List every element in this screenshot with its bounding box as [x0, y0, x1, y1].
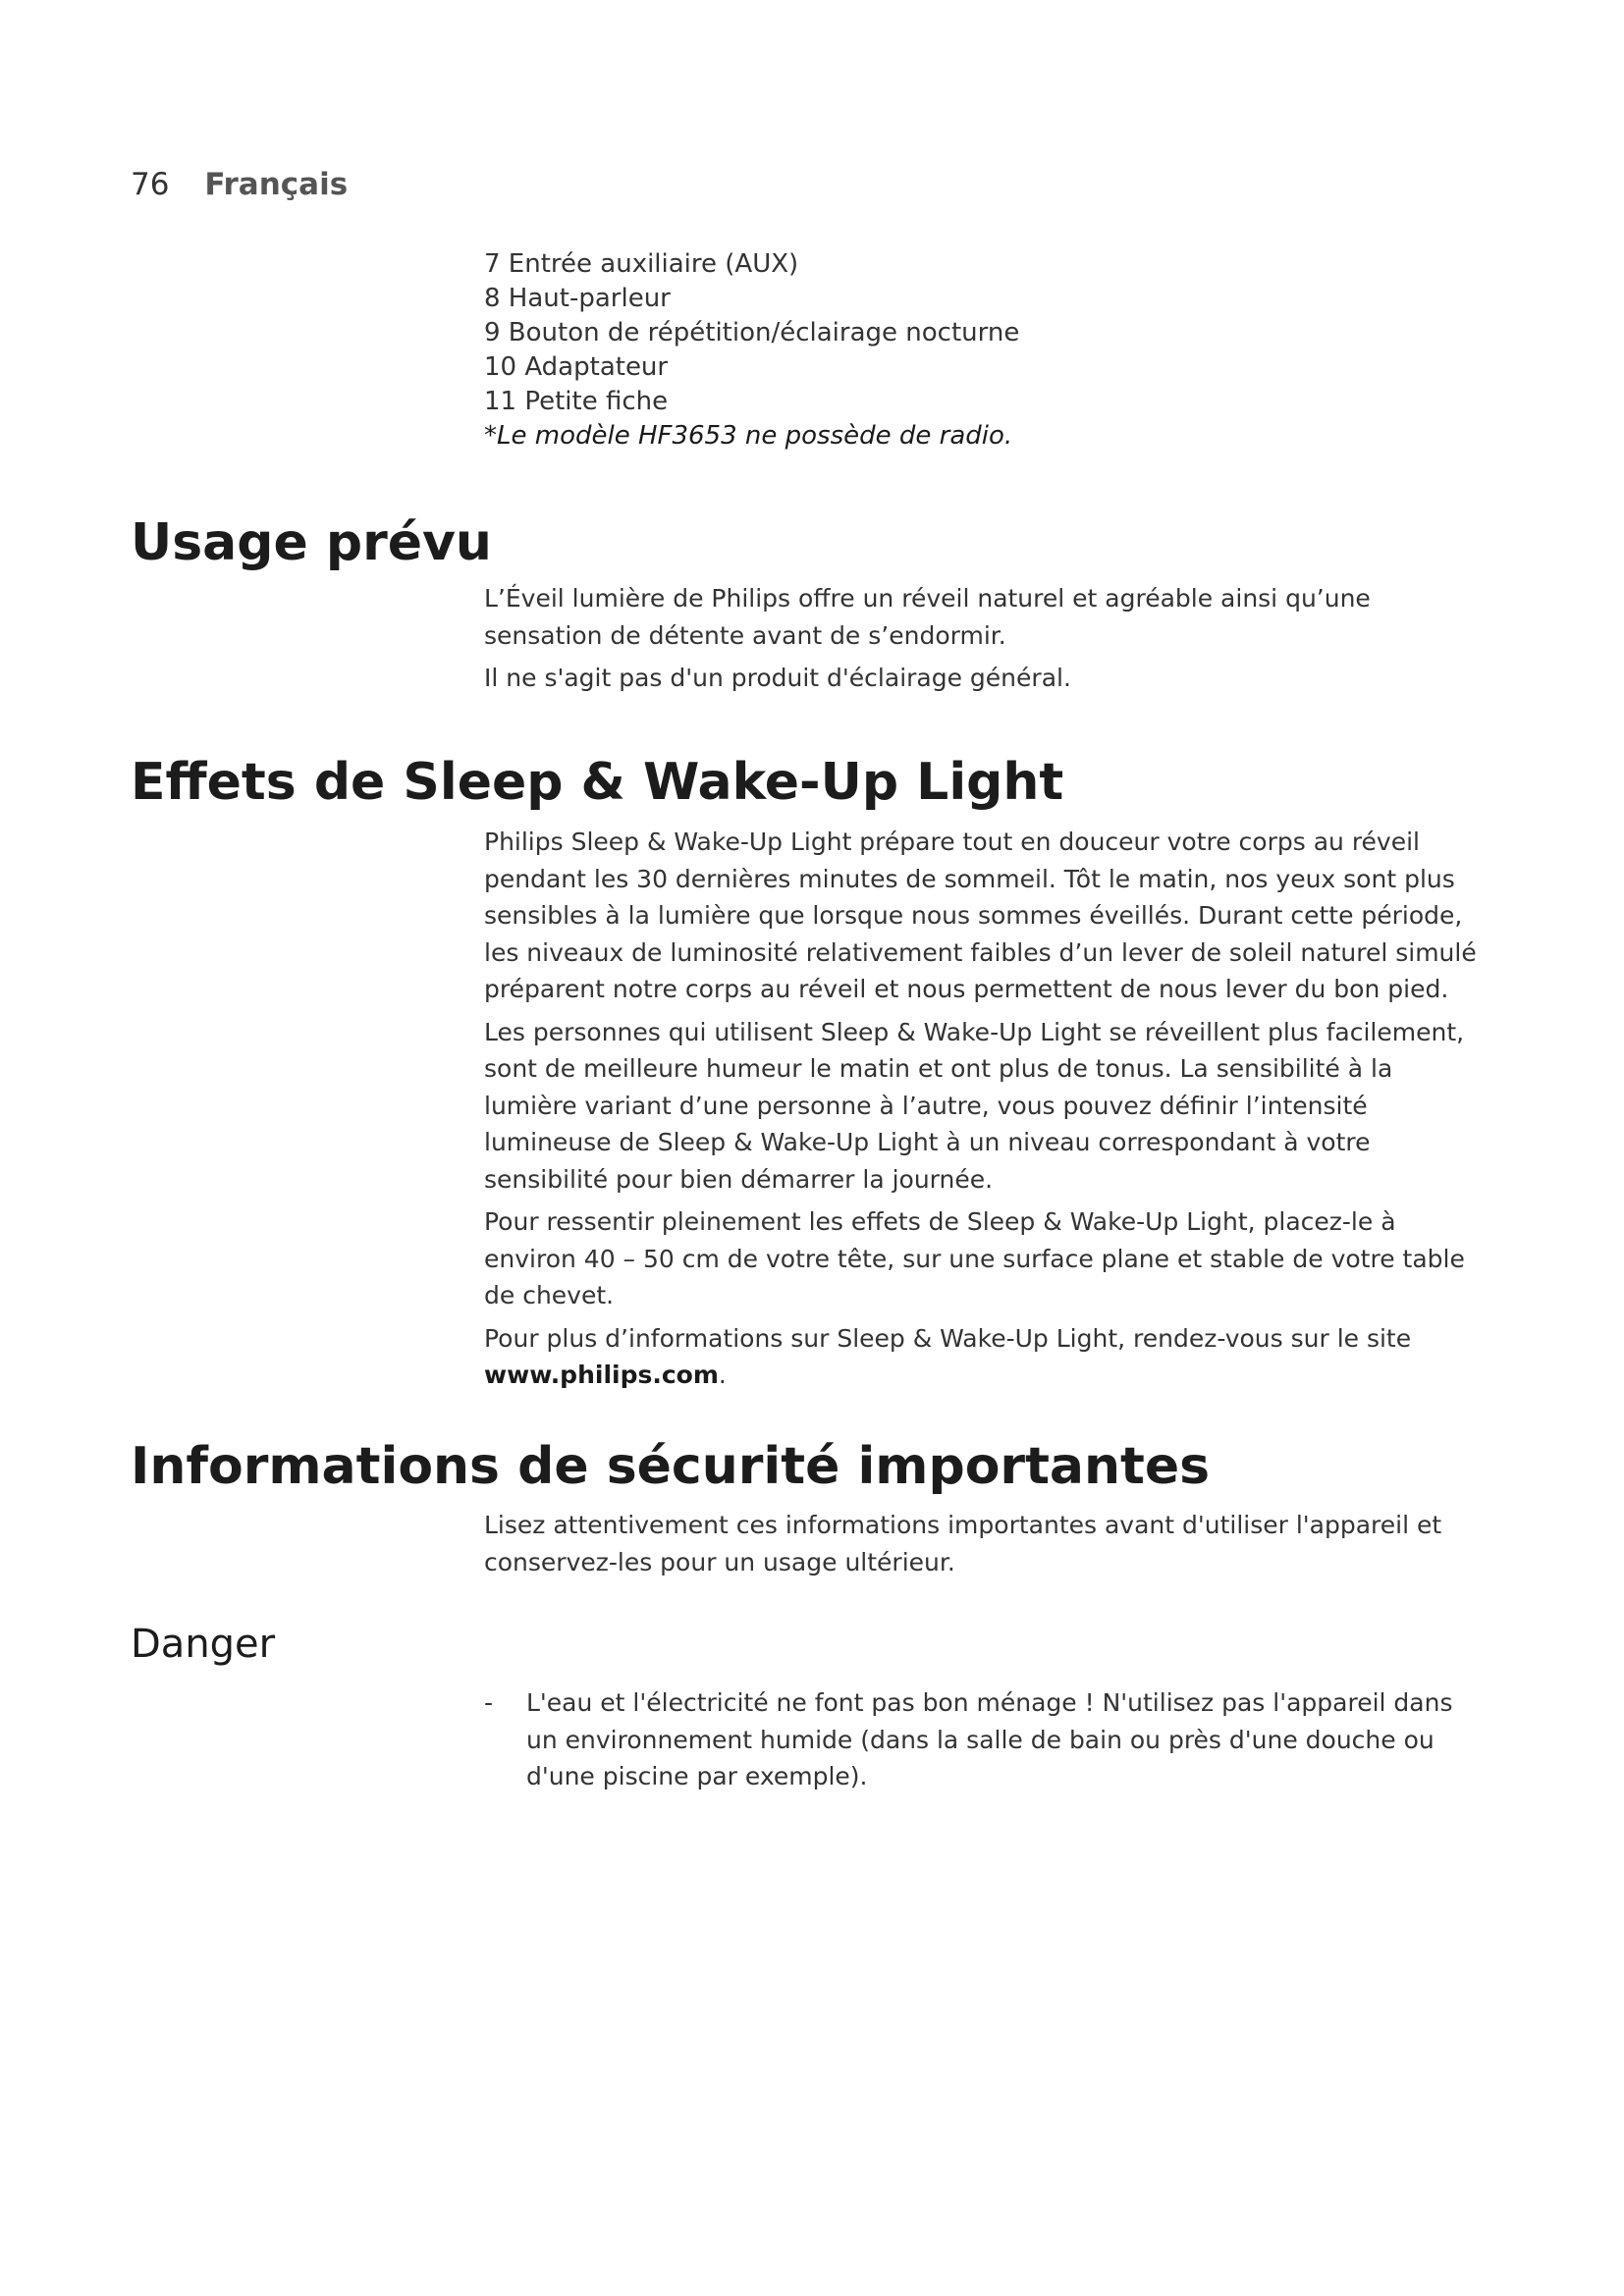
paragraph-more-info	[484, 1320, 1486, 1394]
paragraph: Lisez attentivement ces informations importantes avant d'utiliser l'appareil et conservez-les pour un usage ultérieur.	[484, 1511, 1442, 1576]
language-label: Français	[204, 167, 349, 202]
paragraph: Pour ressentir pleinement les effets de Sleep & Wake-Up Light, placez-le à environ 40 – 50 cm de votre tête, sur une surface plane et stable de votre table de chevet.	[484, 1207, 1465, 1309]
philips-website-link[interactable]: www.philips.com	[484, 1361, 719, 1389]
paragraph: Philips Sleep & Wake-Up Light prépare tout en douceur votre corps au réveil pendant les 30 dernières minutes de sommeil. Tôt le matin, nos yeux sont plus sensibles à la lumière que lorsque nous sommes éveillés. Durant cette période, les niveaux de luminosité relativement faibles d’un lever de soleil naturel simulé préparent notre corps au réveil et nous permettent de nous lever du bon pied.	[484, 828, 1477, 1003]
parts-list-item: 11 Petite fiche	[484, 387, 669, 416]
heading-danger: Danger	[131, 1622, 276, 1667]
bullet-text: L'eau et l'électricité ne font pas bon ménage ! N'utilisez pas l'appareil dans un environnement humide (dans la salle de bain ou près d'une douche ou d'une piscine par exemple).	[526, 1688, 1453, 1790]
parts-list-item: 8 Haut-parleur	[484, 284, 671, 313]
heading-effets: Effets de Sleep & Wake-Up Light	[131, 753, 1064, 812]
securite-intro	[484, 1507, 1486, 1586]
paragraph: Il ne s'agit pas d'un produit d'éclairage général.	[484, 664, 1071, 692]
bullet-dash: -	[484, 1688, 494, 1717]
heading-securite: Informations de sécurité importantes	[131, 1437, 1211, 1496]
danger-bullet-item	[484, 1684, 1476, 1795]
page-header	[131, 165, 348, 204]
effets-body	[484, 824, 1486, 1400]
paragraph: L’Éveil lumière de Philips offre un réveil naturel et agréable ainsi qu’une sensation de détente avant de s’endormir.	[484, 584, 1371, 650]
parts-list-item: 7 Entrée auxiliaire (AUX)	[484, 249, 799, 279]
parts-list-item: 10 Adaptateur	[484, 352, 669, 382]
usage-prevu-body	[484, 580, 1486, 703]
more-info-text: Pour plus d’informations sur Sleep & Wake-Up Light, rendez-vous sur le site	[484, 1323, 1412, 1353]
page-number: 76	[131, 167, 170, 202]
parts-list-item: 9 Bouton de répétition/éclairage nocturne	[484, 318, 1020, 347]
parts-list-note: *Le modèle HF3653 ne possède de radio.	[484, 421, 1013, 451]
heading-usage-prevu: Usage prévu	[131, 513, 492, 572]
more-info-end: .	[718, 1361, 727, 1389]
paragraph: Les personnes qui utilisent Sleep & Wake-Up Light se réveillent plus facilement, sont de meilleure humeur le matin et ont plus de tonus. La sensibilité à la lumière variant d’une personne à l’autre, vous pouvez définir l’intensité lumineuse de Sleep & Wake-Up Light à un niveau correspondant à votre sensibilité pour bien démarrer la journée.	[484, 1017, 1465, 1194]
parts-list	[484, 247, 1019, 454]
